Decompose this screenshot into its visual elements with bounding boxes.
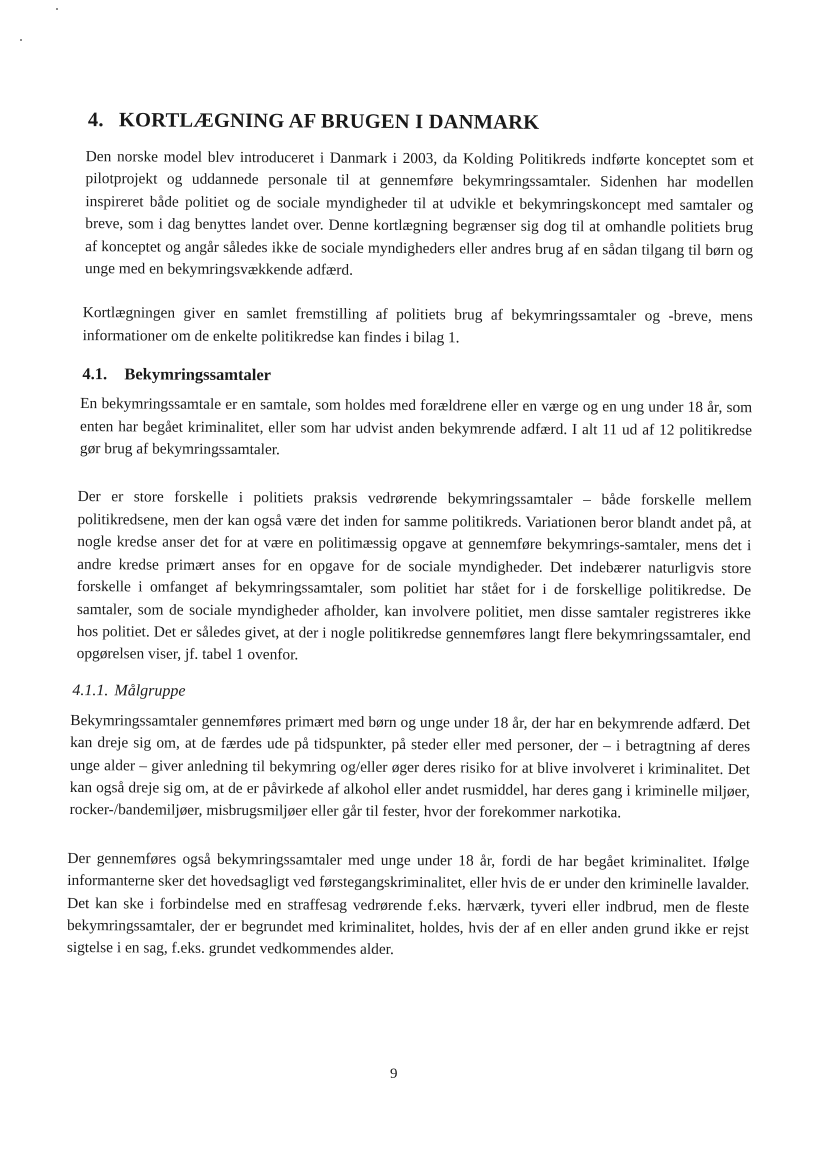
subsubsection-heading — [72, 680, 750, 706]
subsection-heading — [82, 363, 752, 389]
body-paragraph: Der gennemføres også bekymringssamtaler med unge under 18 år, fordi de har begået kriminalitet. Ifølge informanterne sker det hovedsagligt ved førstegangskriminalitet, eller hvis de er under den kriminelle lavalder. Det kan ske i forbindelse med en straffesag vedrørende f.eks. hærværk, tyveri eller indbrud, men de fleste bekymringssamtaler, der er begrundet med kriminalitet, holdes, hvis der af en eller anden grund ikke er rejst sigtelse i en sag, f.eks. grundet vedkommendes alder. — [66, 849, 750, 959]
subsection-title: Bekymringssamtaler — [124, 364, 272, 385]
body-paragraph: En bekymringssamtale er en samtale, som holdes med forældrene eller en værge og en ung under 18 år, som enten har begået kriminalitet, eller som har udvist anden bekymrende adfærd. I alt 11 ud af 12 politikredse gør brug af bekymringssamtaler. — [79, 395, 753, 459]
subsection-number: 4.1. — [82, 364, 108, 384]
section-heading — [88, 106, 754, 138]
page-number: 9 — [390, 1066, 398, 1082]
scan-speck — [56, 8, 58, 10]
body-paragraph: Bekymringssamtaler gennemføres primært med børn og unge under 18 år, der har en bekymrende adfærd. Det kan dreje sig om, at de færdes ude på tidspunkter, på steder eller med personer, der – i betragtning af deres unge alder – giver anledning til bekymring og/eller øger deres risiko for at blive involveret i kriminalitet. Det kan også dreje sig om, at de er påvirkede af alkohol eller andet rusmiddel, har deres gang i kriminelle miljøer, rocker-/bandemiljøer, misbrugsmiljøer eller går til fester, hvor der forekommer narkotika. — [69, 711, 751, 822]
page-content — [67, 106, 754, 964]
scan-speck — [20, 39, 22, 41]
section-title: KORTLÆGNING AF BRUGEN I DANMARK — [118, 109, 540, 134]
body-paragraph: Kortlægningen giver en samlet fremstilling af politiets brug af bekymringssamtaler og -breve, mens informationer om de enkelte politikredse kan findes i bilag 1. — [82, 304, 753, 347]
section-number: 4. — [87, 109, 104, 132]
body-paragraph: Den norske model blev introduceret i Danmark i 2003, da Kolding Politikreds indførte konceptet som et pilotprojekt og uddannede personale til at gennemføre bekymringssamtaler. Sidenhen har modellen inspireret både politiet og de sociale myndigheder til at udvikle et bekymringskoncept med samtaler og breve, som i dag benyttes landet over. Denne kortlægning begrænser sig dog til at omhandle politiets brug af konceptet og angår således ikke de sociale myndigheders eller andres brug af en sådan tilgang til børn og unge med en bekymringsvækkende adfærd. — [84, 148, 754, 279]
body-paragraph: Der er store forskelle i politiets praksis vedrørende bekymringssamtaler – både forskelle mellem politikredsene, men der kan også være det inden for samme politikreds. Variationen beror blandt andet på, at nogle kredse anser det for at være en politimæssig opgave at gennemføre bekymrings-samtaler, mens det i andre kredse primært anses for en opgave for de sociale myndigheder. Det indebærer naturligvis store forskelle i omfanget af bekymringssamtaler, som politiet har stået for i de forskellige politikredse. De samtaler, som de sociale myndigheder afholder, kan involvere politiet, men disse samtaler registreres ikke hos politiet. Det er således givet, at der i nogle politikredse gennemføres langt flere bekymringssamtaler, end opgørelsen viser, jf. tabel 1 ovenfor. — [76, 488, 752, 664]
subsubsection-number: 4.1.1. — [72, 681, 109, 699]
subsubsection-title: Målgruppe — [114, 681, 186, 700]
